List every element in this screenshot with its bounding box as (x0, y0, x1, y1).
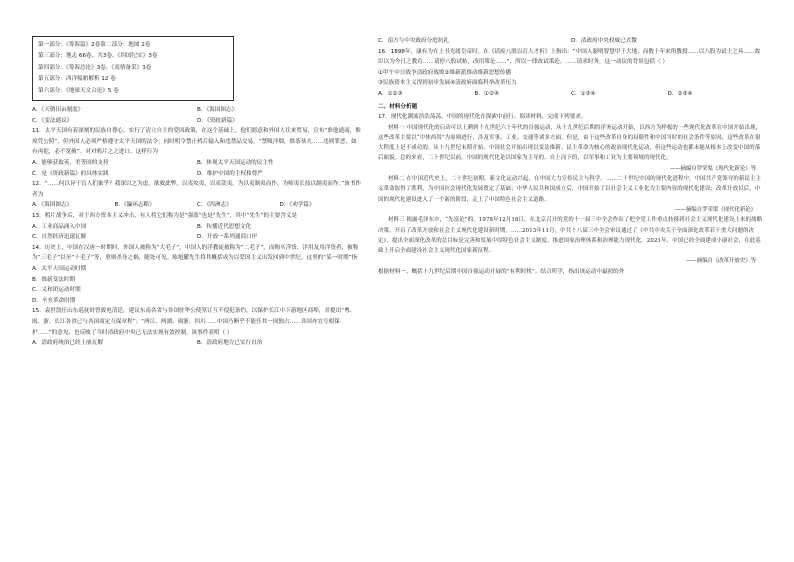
left-column (32, 36, 362, 349)
option-c: C．①③④ (571, 90, 596, 97)
material-3: 材料三 揭露毛泽东中，“先富论”的。1978年12月18日，在北京召开的党的十一届三中全会作出了把全党工作重点转移到社会主义现代化建设上来的战略决策，开启了改革开放和社会主义现代化建设新时期。……2013年11月，中共十八届三中全会审议通过了《中共中央关于全面深化改革若干重大问题的决定》，提出全面深化改革的总目标是完善和发展中国特色社会主义制度、推进国家治理体系和治理能力现代化。2021年，中国已经全面建成小康社会，在此基础上开启全面建设社会主义现代化国家新征程。 (378, 217, 763, 254)
option-d: D．开放一系列通商口岸 (197, 234, 258, 241)
option-b: B．体现太平天国运动的民主性 (197, 160, 274, 166)
option-c: C．是《资政新篇》的具体实践 (32, 170, 109, 177)
option-b: B．①②④ (474, 90, 499, 97)
option-c: C．南方与中央政府分庭抗礼 (378, 38, 450, 44)
option-d: D．《资政新篇》 (197, 117, 238, 124)
option-a: A．太平天国运动时期 (32, 265, 87, 272)
option-b: B．《瀛环志略》 (114, 202, 155, 209)
option-c: C．义和团运动时期 (32, 287, 81, 294)
q16-item: ③民族资本主义得到初步发展④清政府面临科举改革压力 (378, 80, 517, 87)
option-b: B．传播近代思想文化 (197, 223, 252, 230)
box-line: 第一部分：《筹海篇》2卷第二部分：地图 2卷 (38, 42, 151, 48)
box-line: 第六部分：《地球天文合论》5 卷 (38, 87, 119, 94)
option-a: A．①②③ (378, 90, 403, 97)
question-14: 14．历史上，中国在汉唐一时期时，外国人被称为“大毛子”，中国人的洋教徒被称为“二毛子”，而购买洋货、洋用及用洋货者，被称为“三毛子”以至“十毛子”等，重则杀身之祸，随处可见。陈旭麓先生将其概括成为以爱国主义出发回到中世纪。这里的“某一时期”指 (32, 244, 359, 262)
material-1: 材料一 中国现代化的启动可以上溯到十九世纪六十年代的自强运动，从十九世纪后期的洋务运动开始，以西方为样板的一些现代化改革在中国开始出现，这些改革主要以“中体西用”为原则进行，涉及军事、工业、交通等诸多方面。但是，由于这些改革自身的局限性和中国当时的社会条件等原因，这些改革在很大程度上是不成功的。从十九世纪末期开始，中国社会开始出现以变法维新、民主革命为核心的政治现代化运动，但这些运动也都未能从根本上改变中国的落后面貌。总的来看，二十世纪以前，中国的现代化是以国家为主导的、自上而下的，以军事和工业为主要领域的现代化。 (378, 124, 762, 162)
question-15: 15．袁世凯任山东巡抚时曾致电清廷，建议东南各省与各国驻华公使签订互不侵犯条约，以保护长江中下游地区商埠，并提出“粤、闽、浙、长江各省已与各国商定互保章程”；“两江、两湖、闽浙、四川……中国乃断乎不能任其一国独占……各国亦宜互相保护……”的意见，也反映了当时清政府中央已无法实现有效控制。该事件表明（ ） (32, 308, 356, 336)
option-a: A．《天朝田亩制度》 (32, 107, 84, 114)
option-c: C．自然经济迅速瓦解 (32, 234, 87, 241)
option-d: D．辛亥革命时期 (32, 297, 76, 304)
option-a: A．清政府统治已经土崩瓦解 (32, 340, 103, 347)
option-a: A．工业商品涌入中国 (32, 223, 87, 230)
q16-item: ①甲午中日战争清政府战败②维新派推动维新思想传播 (378, 69, 512, 76)
option-b: B．清政府地方已实行自治 (197, 340, 263, 347)
option-d: D．《劝学篇》 (279, 202, 315, 209)
material-3-source: ——摘编自《改革开放史》等 (685, 258, 756, 265)
question-16: 16．1898年，康有为在上书光绪皇帝时，在《请废八股以育人才折》上指出：“中国人聪明智慧甲于大地，而数十年来所教授……以八股为试士之具……故臣以为今日之教育……请停八股试帖，改用策论……”，所以一律改试策论。……请求时务，这一动议的背景包括（ ） (378, 48, 761, 66)
material-1-source: ——摘编自罗荣渠《现代化新论》等 (669, 165, 756, 172)
box-line: 第四部分：《筹海总论》3卷、《夷情备采》3卷 (38, 64, 152, 71)
question-17-1: 根据材料一、概括十九世纪后期中国自强运动开展的“有利时机”。结合所学，指出该运动中最初的外 (378, 268, 625, 275)
option-b: B．维新变法时期 (32, 276, 75, 283)
option-d: D．清政府中央权威已式微 (571, 38, 637, 44)
question-12: 12．“……何以异于盲人扪象乎？我深以之为虑，欲救此弊，以夷攻夷，以夷款夷，为以夷制夷而作，为师夷长技以制夷而作。”该书作者为 (32, 181, 361, 198)
material-2: 材料二 在中国近代史上，二十世纪初期，新文化运动兴起，在中国大力宣传民主与科学。……二十世纪中国的现代化进程中，中国共产党领导的新民主主义革命取得了胜利，为中国社会现代化发展奠定了基础；中华人民共和国成立后，中国开始了以社会主义工业化为主要内容的现代化建设；改革开放以后，中国的现代化建设进入了一个新的阶段，走上了中国特色社会主义道路。 (378, 176, 762, 203)
option-b: B．《海国图志》 (197, 107, 238, 114)
box-line: 第五部分：西洋船舶解析 12 卷 (38, 76, 116, 83)
option-c: C．《变法通议》 (32, 117, 73, 124)
right-column (378, 36, 764, 277)
question-11: 11．太平天国有着深刻的民族自尊心，实行了清立自主的爱国政策，在这个基础上，他们愿意和外国人往来贸易，宣布“准他通商，惟须凭公照”，但外国人必须严格遵守太平天国的法令，同时明令禁止鸦片输入和违禁品交易。“禁吸洋烟，惟茶恭夫……违则罪恶，如有再犯，必不宽赦”。对对鸦片之之进口。这样行为 (32, 128, 361, 156)
option-d: D．②③④ (667, 90, 693, 97)
section-heading: 二、材料分析题 (378, 103, 418, 110)
question-13: 13．鸦片战争后，对于西方资本主义冲击，有人将它们称为是“强盗”也是“先生”，其中“先生”的主要含义是 (32, 212, 298, 219)
option-c: C．《四洲志》 (197, 202, 232, 209)
option-a: A．能够获取英、美等国的支持 (32, 160, 109, 166)
box-line: 第三部分：地志 66卷、共3卷、《四国纪实》3卷 (38, 53, 158, 60)
option-d: D．维护中国的主权和尊严 (197, 170, 263, 177)
question-17: 17．现代化潮流浩浩荡荡，中国的现代化在探索中前行。阅读材料，完成下列要求。 (378, 114, 587, 121)
option-a: A．《海国图志》 (32, 202, 73, 209)
material-2-source: ——摘编自罗荣渠《现代化新论》 (675, 206, 756, 213)
material-box (32, 36, 234, 101)
